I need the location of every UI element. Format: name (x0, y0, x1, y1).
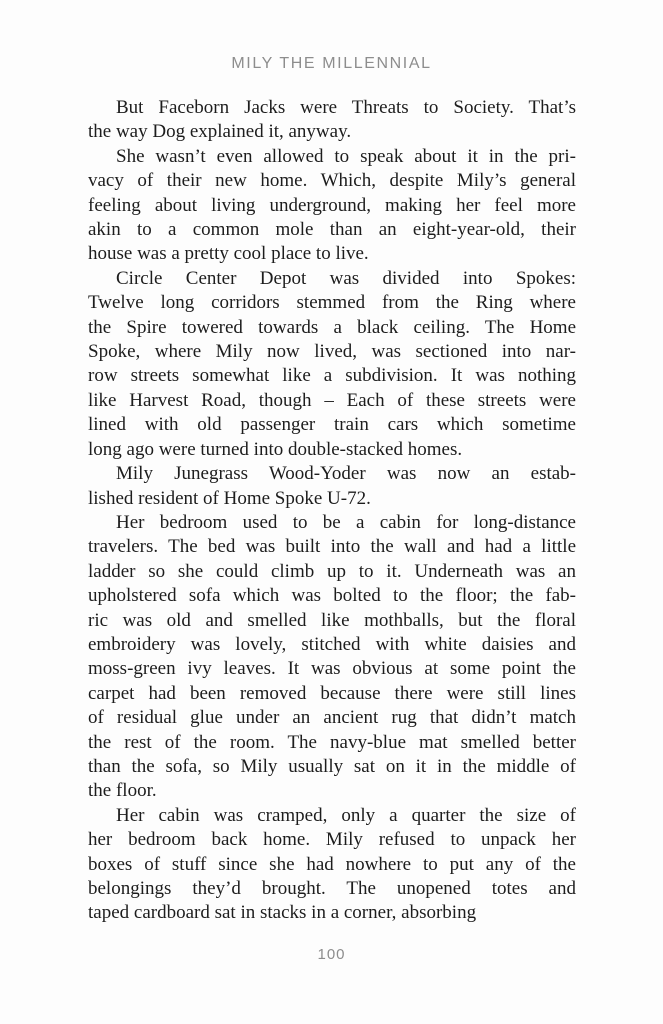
text-line: ladder so she could climb up to it. Underneath was an (88, 560, 576, 582)
text-line: travelers. The bed was built into the wall and had a little (88, 536, 576, 558)
text-line: Her bedroom used to be a cabin for long-distance (116, 511, 576, 533)
text-line: Twelve long corridors stemmed from the Ring where (88, 292, 576, 314)
text-line: akin to a common mole than an eight-year-old, their (88, 219, 576, 241)
text-line: lished resident of Home Spoke U-72. (88, 487, 371, 509)
text-line: of residual glue under an ancient rug that didn’t match (88, 707, 576, 729)
running-header: MILY THE MILLENNIAL (231, 55, 432, 72)
text-line: But Faceborn Jacks were Threats to Society. That’s (116, 97, 576, 118)
text-line: taped cardboard sat in stacks in a corner, absorbing (88, 902, 477, 924)
text-line: moss-green ivy leaves. It was obvious at some point the (88, 658, 576, 680)
paragraph (88, 511, 576, 804)
text-line: row streets somewhat like a subdivision. It was nothing (88, 365, 576, 387)
text-line: Circle Center Depot was divided into Spokes: (116, 267, 576, 289)
text-line: boxes of stuff since she had nowhere to put any of the (88, 853, 576, 875)
paragraph (88, 96, 576, 145)
text-line: than the sofa, so Mily usually sat on it in the middle of (88, 755, 576, 777)
text-line: the Spire towered towards a black ceiling. The Home (88, 316, 576, 338)
body-text (88, 96, 576, 926)
text-line: feeling about living underground, making her feel more (88, 194, 576, 216)
paragraph (88, 462, 576, 511)
text-line: embroidery was lovely, stitched with white daisies and (88, 633, 576, 655)
text-line: She wasn’t even allowed to speak about it in the pri- (116, 145, 576, 167)
text-line: carpet had been removed because there were still lines (88, 682, 576, 704)
text-line: vacy of their new home. Which, despite Mily’s general (88, 170, 576, 192)
text-line: ric was old and smelled like mothballs, but the floral (88, 609, 576, 631)
text-line: upholstered sofa which was bolted to the floor; the fab- (88, 585, 576, 607)
text-line: lined with old passenger train cars which sometime (88, 414, 576, 436)
text-line: Her cabin was cramped, only a quarter the size of (116, 804, 576, 826)
text-line: her bedroom back home. Mily refused to unpack her (88, 829, 576, 851)
text-line: Mily Junegrass Wood-Yoder was now an estab- (116, 463, 576, 485)
text-line: Spoke, where Mily now lived, was sectioned into nar- (88, 341, 576, 363)
text-line: the rest of the room. The navy-blue mat smelled better (88, 731, 576, 753)
page-number: 100 (317, 946, 346, 963)
text-line: the floor. (88, 780, 157, 802)
text-line: house was a pretty cool place to live. (88, 243, 369, 265)
text-line: belongings they’d brought. The unopened totes and (88, 878, 576, 899)
paragraph (88, 804, 576, 926)
text-line: the way Dog explained it, anyway. (88, 121, 352, 143)
paragraph (88, 267, 576, 462)
text-line: long ago were turned into double-stacked homes. (88, 438, 463, 460)
paragraph (88, 145, 576, 267)
text-line: like Harvest Road, though – Each of these streets were (88, 389, 576, 411)
